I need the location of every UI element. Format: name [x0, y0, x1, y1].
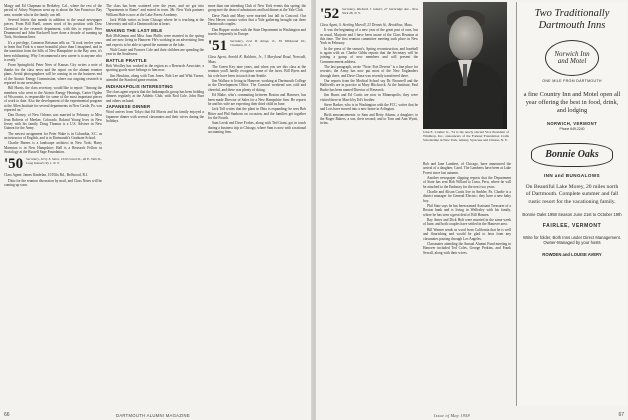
paragraph: Classmates attending the Annual Alumni Fund meeting in Hanover included Ted Coles, George Perkins, and Frank Sewall, along with their wives. [423, 241, 511, 255]
left-page [0, 0, 312, 420]
paragraph: Word arrives from Tokyo that Ed Morris and his family enjoyed a Japanese dinner with several classmates and their wives during the holidays. [106, 110, 204, 123]
paragraph: Class Agent: James Kindelan, 10 Ellis Rd., Bellwood, R.I. [4, 173, 88, 178]
bonnie-oaks-logo: Bonnie Oaks [531, 143, 613, 167]
paragraph: Sam Leeds and Dave Forbes, along with Ted Grant, got in touch during a business trip to Chicago, where Sam is now with a national accounting firm. [208, 121, 306, 134]
paragraph: Jim Hawkins, along with Tom Jones, Bob Lee and Whit Turner, attended the Stanford game reunion. [106, 73, 204, 83]
ad-address: FAIRLEE, VERMONT [542, 222, 602, 229]
section-heading: INDIANAPOLIS INTERESTING [106, 83, 174, 89]
paragraph: Steve Barker, who is in Washington with the FCC, writes that he and Lois have moved into a new home in Arlington. [320, 102, 418, 112]
paragraph: Phil Starr says he has been named Assistant Treasurer of a Boston bank and is living in Wellesley with his family, where he has seen a great deal of Bill Hansen. [423, 204, 511, 217]
photo-caption: John E. Cramer Jr., '52 is the newly elected Vice President of Winthrop, Inc., announcers of the Forkner Foundation Crafts Scholarship in New York, Albany, Syracuse and Clinton, N. Y. [423, 130, 509, 142]
paragraph: Bill Warner sends us word from California that he is well and flourishing and would be glad to hear from any classmates passing through Los Angeles. [423, 227, 511, 241]
class-number: '51 [208, 38, 228, 55]
paragraph: Bob McKinnon and Miss Joan Phillis were married in the spring and are now living in Hanover. He's working in an advertising firm and expects to be able to spend the summer at the lake. [106, 34, 204, 47]
paragraph: The newest assignment for Peter Wake is in Columbia, S.C. as an instructor of English, and is in Dartmouth's Graduate School. [4, 131, 102, 140]
paragraph: Charlie and Alison Curtis live in Ambler, Pa. Charlie is a district manager for General Electric; they have a new baby boy. [423, 190, 511, 203]
paragraph: Bob Woolley has worked in the region as a Research Associate; a sporting goods store belongs to him now. [106, 64, 204, 73]
inn-advertisement [516, 2, 627, 406]
left-column-3 [208, 4, 306, 408]
paragraph: Jim Burns and Ed Curtis are now in Minneapolis; they were visited there in March by Ed's brother. [320, 93, 418, 102]
ad-season: Bonnie Oaks 1958 Season June 21st to October 19th [522, 212, 622, 218]
paragraph: Bill Harris, the class secretary, would like to report: "Among the members who went to the Atomic Energy Hearings, Carter Ogden of Wisconsin, is responsible for some of the most important pieces of work to date. Also the development of the experimental program at the Allen Institute for several departments in New Castle, Pa. was reported on." [4, 86, 102, 112]
paragraph: Dan Hopper works with the State Department in Washington and travels frequently in Europe. [208, 27, 306, 37]
class-number: '52 [320, 6, 340, 22]
ad-inn-type: INN and BUNGALOWS [543, 172, 601, 178]
paragraph: more than one attending Club of New York events this spring; the group met the dean of admissions and had dinner at the Yale Club. [208, 4, 306, 13]
paragraph: Margy and Ed Chapman in Berkeley, Cal., where the rest of the period of Ailsey Wayman went up to about the San Francisco Bay area, wonder who in the family can tell. [4, 4, 102, 17]
ad-hosts: ROWDEN and LOUISE AVERY [542, 251, 602, 257]
class-heading-50 [4, 157, 102, 171]
paragraph: Birth announcements: to Sam and Betty Adams, a daughter; to the Roger Bakers, a son, their second; and to Tom and Ann Wyatt, twins. [320, 112, 418, 126]
ad-city: NORWICH, VERMONT [546, 120, 598, 126]
class-agent: Class Agent, S. Sterling Morrill, 23 Dennis St., Brookline, Mass. [320, 23, 413, 27]
paragraph: Bob and Jane Lambert, of Chicago, have announced the arrival of a daughter, Carol. The Lamberts have been at Lake Forest since last autumn. [423, 162, 511, 175]
right-column-1 [320, 4, 418, 408]
paragraph: Ray Ames and Dick Holt were married in the same week of June, and both couples have settled in the Hanover area. [423, 218, 511, 227]
paragraph: The class agent reports that the Indianapolis group has been holding dinners regularly at the Athletic Club, with Rod Cole, John Burr and others on hand. [106, 89, 204, 103]
logo-line: and Motel [557, 57, 587, 65]
paragraph: In the press of the season's, Spring reconstruction, and baseball is again with us. Charlie Gibbs reports that the Secretary will be joining a group of new members and will present the Commencement address. [320, 46, 418, 64]
left-column-1 [4, 4, 102, 408]
paragraph: Dan Dorsey, of New Orleans was married in February to Miss Jean Roberts of Meeker, Colorado. Roland Young lives in New Jersey with his family. Doug Thomas is a U.S. Adviser in New Guinea for the Army. [4, 113, 102, 131]
paragraph: Ed Blake, who's commuting between Boston and Hanover, has been made Director of Sales for a New Hampshire firm. He reports he and his wife are expecting their third child in June. [208, 93, 306, 106]
page-footer: DARTMOUTH ALUMNI MAGAZINE [116, 413, 190, 418]
portrait-photo [423, 2, 507, 129]
paragraph: It was the beginning of a new year of the great past of ours, but as usual, Marjorie and I have been aware of the Class Reunion at this time. The first reunion committee meeting took place in New York in February. [320, 28, 418, 46]
class-agent: Class Agent, Arnold K. Baldwin, Jr., 3 Maryland Road, Norwalk, Mass. [208, 55, 306, 64]
paragraph: From Springfield, Peter Nees of Kansas City writes a note of thanks for the class news and the report on the alumni reunion plans. Aerial photographers will be coming in on the business end of the Atomic Energy Commission, where our ongoing research is reported in our newsletter. [4, 63, 102, 85]
ad-distance: ONE MILE FROM DARTMOUTH [542, 79, 602, 83]
norwich-inn-logo [545, 40, 599, 76]
photo-face [449, 16, 483, 60]
class-heading-52 [320, 7, 418, 21]
page-number: 66 [4, 412, 10, 418]
section-heading: JAPANESE DINNER [106, 103, 151, 109]
ad-description: a fine Country Inn and Motel open all year offering the best in food, drink, and lodging [523, 91, 621, 115]
paragraph: Jack Wilde writes us from Chicago where he is teaching at the University and still a Dartmouth fan at heart. [106, 18, 204, 27]
section-heading: WAKING THE LAST MILE [106, 27, 163, 33]
class-secretary: Secretary, Richard J. Glazer, 27 Glenridge Ave., New York 28, N. Y. [342, 7, 418, 15]
class-secretary: Secretary, Jerry S. Stern, 1610 Grant St., 46 E. 34th St., Long Island City 1, N. Y. [26, 157, 102, 166]
right-column-2 [423, 162, 511, 408]
left-column-2 [106, 4, 204, 408]
section-heading: BATTLE PRATTLE [106, 57, 147, 63]
class-number: '50 [4, 156, 24, 173]
page-footer: Issue of May 1958 [434, 413, 470, 418]
paragraph: Jim Wallace is living in Hanover, working at Dartmouth College in the Development Office. The Carnival weekend was cold and cheerful, and there was plenty of skiing. [208, 79, 306, 92]
right-page [316, 0, 628, 420]
paragraph: Walt Cassie and Frances Cole and their children are spending the year in the Southwest. [106, 48, 204, 57]
paragraph: Another newspaper clipping reports that the Department of State has sent Bob Willard to Lima, Peru, where he will be attached to the Embassy for the next two years. [423, 176, 511, 189]
photo-tie [463, 64, 467, 86]
paragraph: The Green Key nine years, and when you see this class at the reunion you'll hardly recognize some of the faces. Bill Byers and his wife have been in touch from Seattle. [208, 65, 306, 78]
paragraph: It's a privilege, Cameron Reisman tells us: "It took twelve years to learn that York is a more beautiful place than I imagined, and in the transition from the hills of New Hampshire to the Bay area, it's been exhilarating. Why I recommend a new career is to anyone who is ready." [4, 40, 102, 63]
paragraph: Charlie Barnes is a landscape architect in New York; Harry Marmion is in New Hampshire; Hall is a Research Fellow in Sociology at the Russell Sage Foundation. [4, 141, 102, 154]
paragraph: Ditto for the reunion discussion by mail, and Class Notes will be coming up soon. [4, 178, 102, 188]
ad-phone: Phone 649-2240 [559, 126, 585, 131]
class-heading-51 [208, 39, 306, 53]
paragraph: The class has been scattered over the years, and we got into "Apartments in Rome" and mixed in town. Mr. New York partners William Hale is now at the Lake Forest Academy. [106, 4, 204, 17]
paragraph: Our reports from the Medical School say Dr. Brownell and the Halliwells are in practice at Mary Hitchcock. At the Institute, Paul Burke has been named Director of Research. [320, 79, 418, 92]
logo-line: Norwich Inn [554, 50, 590, 58]
ad-contact: Write for folder, Both Inns under Direct Management. Owner-Managed by your hosts [523, 234, 621, 246]
class-secretary: Secretary, Levi B. Kemp, Jr., 39 Wildwood Dr., Chatham, N. J. [230, 39, 306, 48]
paragraph: Dave Nash and Mary were married last fall in Concord. Our New Haven contact writes that a Yale gathering brought out three Dartmouth couples. [208, 13, 306, 27]
paragraph: The last paragraph, wrote "Note: Fort Devens" is a fine place for recruits; the Army has now put most of the New Englanders through there, and Dave Chase was recently transferred there. [320, 65, 418, 78]
paragraph: Jack Toll writes that the plant in Ohio is expanding; he sees Bob Ritter and Phil Sanborn on occasion, and the families get together for the Fourth. [208, 107, 306, 120]
paragraph: Several letters this month in addition to the usual newspaper pieces. From Bill Ruell, comes word of his position with Dow Chemical in the research department, with this to report: Peter Drummond and John Rockwell have done a decade of running up Tuck, Stockman lines. [4, 18, 102, 40]
ad-title: Two Traditionally Dartmouth Inns [534, 8, 610, 31]
page-number: 67 [618, 412, 624, 418]
ad-description: On Beautiful Lake Morey, 20 miles north of Dartmouth. Complete summer and fall rustic resort for the vacationing family. [525, 183, 619, 205]
